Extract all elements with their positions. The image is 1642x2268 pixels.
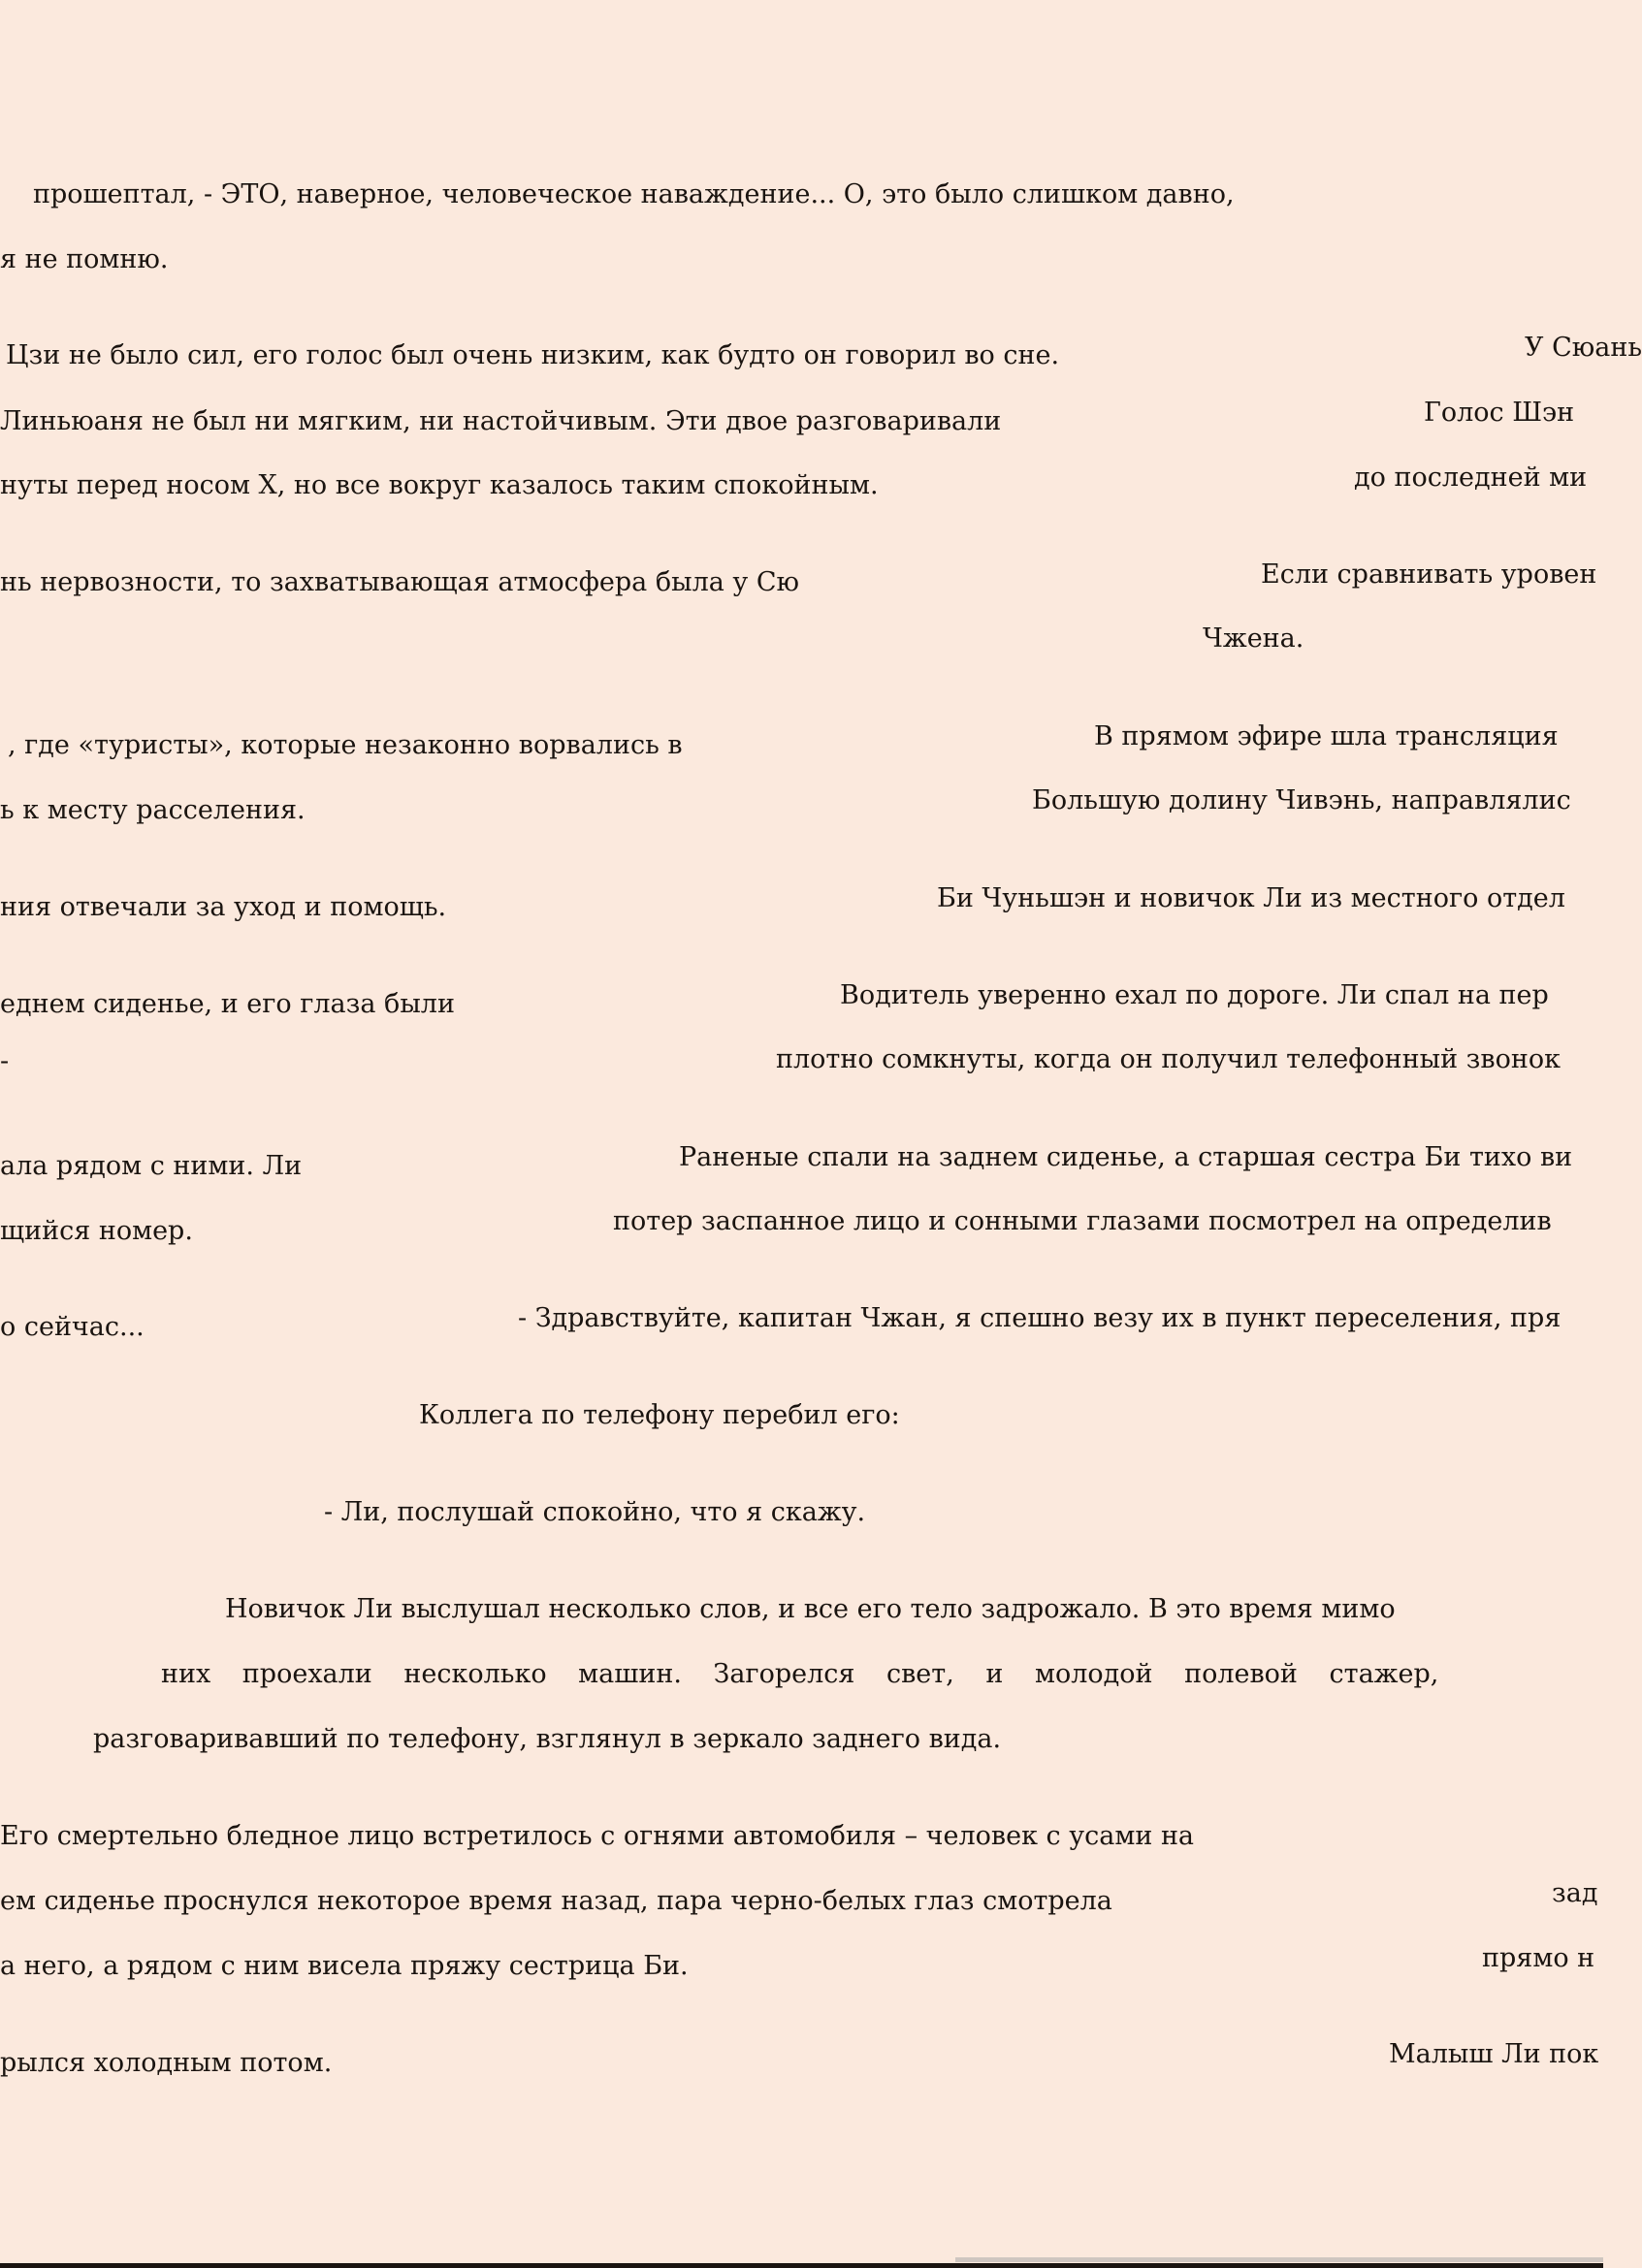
text-line-fragment: Чжена. [1203,623,1304,654]
text-line-fragment: плотно сомкнуты, когда он получил телефонный звонок [776,1044,1561,1074]
bottom-rule-light [955,2257,1603,2262]
text-line: ала рядом с ними. Ли [0,1151,303,1181]
text-line-fragment: - Здравствуйте, капитан Чжан, я спешно везу их в пункт переселения, пря [518,1303,1562,1333]
text-line-fragment: зад [1552,1878,1598,1908]
text-line-fragment: У Сюань [1525,333,1642,363]
text-line-fragment: прямо н [1482,1943,1595,1973]
text-line: них проехали несколько машин. Загорелся свет, и молодой полевой стажер, [161,1659,1439,1689]
text-line: ем сиденье проснулся некоторое время назад, пара черно-белых глаз смотрела [0,1886,1112,1916]
text-line-fragment: потер заспанное лицо и сонными глазами посмотрел на определив [613,1206,1552,1236]
bottom-rule [0,2263,1603,2268]
text-line: ния отвечали за уход и помощь. [0,892,447,922]
text-line: ь к месту расселения. [0,795,306,825]
text-line: еднем сиденье, и его глаза были [0,989,455,1019]
text-line-fragment: Если сравнивать уровен [1261,559,1597,590]
text-line: Коллега по телефону перебил его: [419,1400,900,1430]
text-line-fragment: Голос Шэн [1424,398,1575,428]
text-line-fragment: Раненые спали на заднем сиденье, а старшая сестра Би тихо ви [679,1142,1573,1172]
text-line-fragment: Малыш Ли пок [1389,2039,1599,2069]
text-line: рылся холодным потом. [0,2048,333,2078]
text-line: разговаривавший по телефону, взглянул в зеркало заднего вида. [93,1724,1002,1754]
text-line: Линьюаня не был ни мягким, ни настойчивым. Эти двое разговаривали [0,406,1002,436]
text-line: - Ли, послушай спокойно, что я скажу. [324,1497,866,1527]
text-line: нь нервозности, то захватывающая атмосфера была у Сю [0,567,800,597]
text-line-fragment: В прямом эфире шла трансляция [1094,721,1559,751]
text-line-fragment: Водитель уверенно ехал по дороге. Ли спал на пер [840,980,1549,1010]
text-line: Новичок Ли выслушал несколько слов, и все его тело задрожало. В это время мимо [225,1594,1396,1624]
text-line: о сейчас... [0,1312,145,1342]
text-line: Его смертельно бледное лицо встретилось с огнями автомобиля – человек с усами на [0,1821,1195,1851]
text-line: я не помню. [0,244,169,274]
text-line: - [0,1046,10,1076]
text-line-fragment: Би Чуньшэн и новичок Ли из местного отдел [937,883,1565,913]
text-line: Цзи не было сил, его голос был очень низким, как будто он говорил во сне. [6,340,1060,370]
text-line-fragment: Большую долину Чивэнь, направлялис [1032,785,1571,815]
text-line: щийся номер. [0,1216,193,1246]
text-line: прошептал, - ЭТО, наверное, человеческое наваждение... О, это было слишком давно, [33,179,1235,209]
text-line: а него, а рядом с ним висела пряжу сестрица Би. [0,1951,689,1981]
text-line: , где «туристы», которые незаконно ворвались в [8,730,683,760]
text-line-fragment: до последней ми [1354,463,1588,493]
text-line: нуты перед носом X, но все вокруг казалось таким спокойным. [0,470,879,500]
